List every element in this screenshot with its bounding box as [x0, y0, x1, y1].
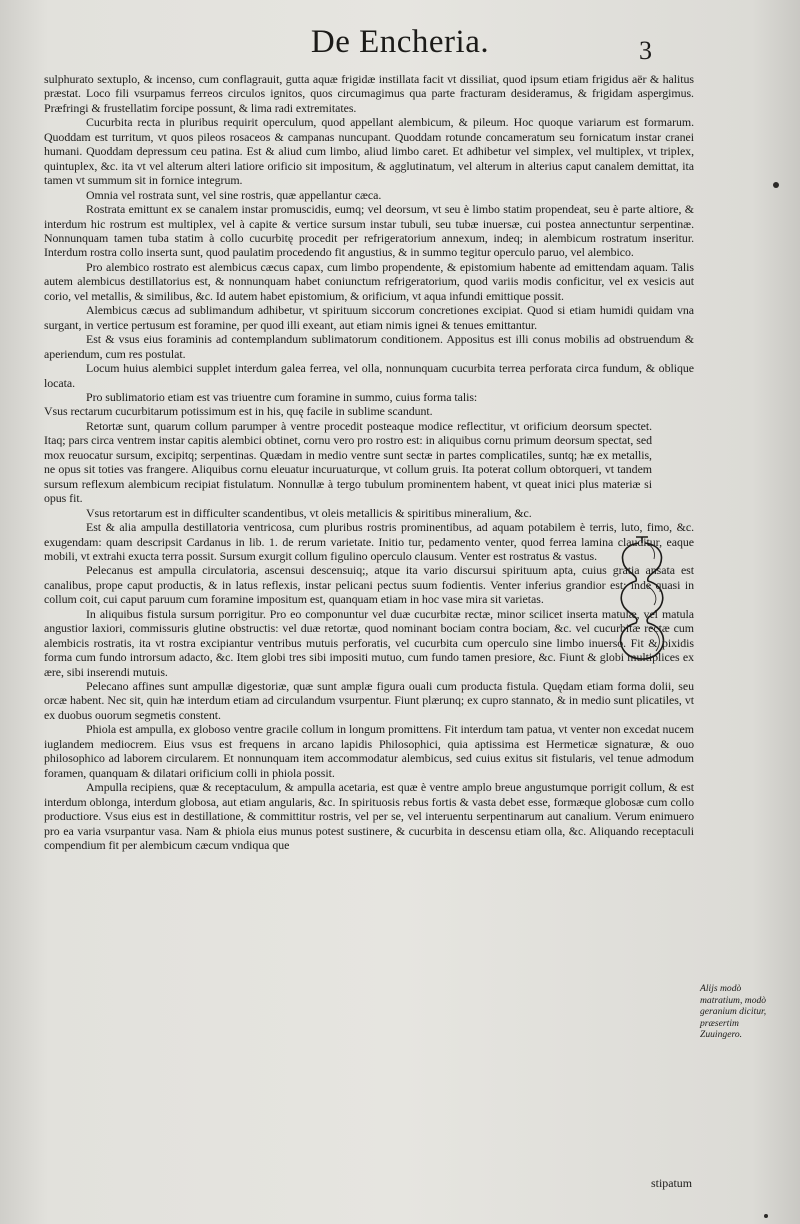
- paragraph: Pelecanus est ampulla circulatoria, ascensui descensuiq;, atque ita vario discursui spirituum apta, cuius gratia ansata est canalibus, prope caput productis, & in latus reflexis, instar pelicani pectus suum fodientis. Venter inferius grandior est: inde quasi in collum coit, cui caput paruum cum foramine impositum est, quanquam etiam in hoc vase mira sit varietas.: [44, 563, 694, 607]
- ink-speck: [773, 182, 779, 188]
- paragraph: sulphurato sextuplo, & incenso, cum conflagrauit, gutta aquæ frigidæ instillata facit vt dissiliat, quod ipsum etiam frigidus aër & halitus præstat. Loco fili vsurpamus ferreos circulos ignitos, quos circumagimus qua parte fracturam desideramus, & frigidam aspergimus. Præfringi & frustellatim forcipe possunt, & lima radi extremitates.: [44, 72, 694, 115]
- paragraph: Pro sublimatorio etiam est vas triuentre cum foramine in summo, cuius forma talis:: [86, 389, 478, 404]
- running-title: De Encheria.: [310, 24, 490, 60]
- paragraph: Est & alia ampulla destillatoria ventricosa, cum pluribus rostris prominentibus, ad aquam potabilem è terris, luto, fimo, &c. exugendam: quam descripsit Cardanus in lib. 1. de rerum varietate. Initio tur, pedamento venter, quod ferrea lamina clauditur, eaque mobili, vt extrahi exucta terra possit. Sursum exurgit collum figulino operculo clausum. Venter est rostratus & vastus.: [44, 520, 694, 563]
- paragraph: Pro alembico rostrato est alembicus cæcus capax, cum limbo propendente, & epistomium habente ad emittendam aquam. Talis autem alembicus destillatorius est, & nonnunquam habet coniunctum refrigeratorium, quod variis modis conficitur, vel ex vesicis aut corio, vel metallis, & similibus, &c. Id autem habet epistomium, & orificium, vt aqua infundi emittique possit.: [44, 259, 694, 303]
- margin-note: Alijs modò matratium, modò geranium dicitur, præsertim Zuuingero.: [700, 983, 767, 1041]
- paragraph: In aliquibus fistula sursum porrigitur. Pro eo componuntur vel duæ cucurbitæ rectæ, minor scilicet inserta matulæ, vel matula angustior laxiori, commissuris glutine obstructis: vel duæ retortæ, quod nominant bociam contra bociam, &c. vel cucurbitæ rectæ cum alembicis rostratis, ita vt rostra excipiantur ventribus mutuis perforatis, vel cucurbita cum operculo sine limbo inuerso. Fit & pixidis forma cum fundo introrsum adacto, &c. Item globi tres sibi impositi mutuo, cum fundo tamen presiore, &c. Fiunt & globi multiplices ex ære, sibi inserendi mutuis.: [44, 606, 694, 679]
- page-header: [0, 22, 800, 72]
- triventer-vessel-illustration: [612, 533, 672, 663]
- paragraph: Rostrata emittunt ex se canalem instar promuscidis, eumq; vel deorsum, vt seu è limbo statim propendeat, seu è parte altiore, & interdum hic rostrum est multiplex, vel à capite & vertice sursum instar tubuli, seu tubæ inuersæ, cui postea annectuntur serpentinæ. Nonnunquam tamen tuba statim à collo cucurbitę procedit per refrigeratorium annexum, indeq; in alembicum rostratum inseritur. Interdum rostra collo inserta sunt, quod paulatim procedendo fit angustius, & in summo tegitur operculo paruo, vel alembico.: [44, 202, 694, 260]
- page-number: 3: [639, 36, 652, 65]
- paragraph: Phiola est ampulla, ex globoso ventre gracile collum in longum promittens. Fit interdum tam patua, vt venter non excedat nucem iuglandem mediocrem. Eius vsus est frequens in arcano lapidis Philosophici, quia aptissima est Hermeticæ signaturæ, & ouo philosophico ad laborem circularem. Et nonnunquam item accommodatur alembicus, sed cuius exitus sit fistularis, vel tenue admodum foramen, quanquam & dilatari orificium colli in phiola possit.: [44, 722, 694, 780]
- paragraph: Est & vsus eius foraminis ad contemplandum sublimatorum conditionem. Appositus est illi conus mobilis ad obstruendum & aperiendum, cum res postulat.: [44, 332, 694, 361]
- paragraph: Vsus retortarum est in difficulter scandentibus, vt oleis metallicis & spiritibus mineralium, &c.: [86, 505, 532, 520]
- ink-speck: [764, 1214, 768, 1218]
- paragraph: Alembicus cæcus ad sublimandum adhibetur, vt spirituum siccorum concretiones excipiat. Quod si etiam humidi quidam vna surgant, in vertice pertusum est foramine, per quod illi exeant, aut etiam nimis ignei & tenues emittantur.: [44, 303, 694, 332]
- paragraph: Omnia vel rostrata sunt, vel sine rostris, quæ appellantur cæca.: [86, 187, 382, 202]
- catchword: stipatum: [651, 1176, 692, 1190]
- paragraph: Pelecano affines sunt ampullæ digestoriæ, quæ sunt amplæ figura ouali cum producta fistula. Quędam etiam forma dolii, seu orcæ habent. Nec sit, quin hæ interdum etiam ad circulandum vsurpentur. Fiunt plærunq; ex cupro stannato, & in medio sunt plicatiles, vt ex duobus ouorum segmetis constent.: [44, 679, 694, 722]
- paragraph: Retortæ sunt, quarum collum parumper à ventre procedit posteaque modice reflectitur, vt orificium deorsum spectet. Itaq; pars circa ventrem instar capitis alembici obtinet, cornu vero pro rostro est: in aliquibus cornu primum deorsum spectat, sed mox reuocatur sursum, excipitq; serpentinas. Quædam in medio ventre sunt sectæ in partes complicatiles, suntq; hæ ex metallis, ne opus sit toties vas frangere. Aliquibus cornu eleuatur incuruaturque, vt collum gruis. Ita poterat collum obtorqueri, vt tandem sursum reflexum alembicum recipiat fistulatum. Nonnullæ à tergo tubulum prominentem habent, vt queat inici plus materiæ si opus fit.: [44, 418, 652, 506]
- paragraph: Cucurbita recta in pluribus requirit operculum, quod appellant alembicum, & pileum. Hoc quoque variarum est formarum. Quoddam est turritum, vt quos pileos rosaceos & campanas nuncupant. Quoddam rotunde concameratum seu fornicatum instar cranei humani. Quoddam depressum ceu patina. Est & aliud cum limbo, aliud limbo caret. Et adhibetur vel simplex, vel multiplex, vt triplex, quintuplex, &c. ita vt vel alterum alteri latiore orificio sit impositum, & agglutinatum, vel alterum in alterius caput canalem demittat, ita tamen vt summum sit in fornice integrum.: [44, 115, 694, 188]
- body-text: [44, 72, 694, 852]
- paragraph: Vsus rectarum cucurbitarum potissimum est in his, quę facile in sublime scandunt.: [44, 404, 433, 419]
- paragraph: Ampulla recipiens, quæ & receptaculum, & ampulla acetaria, est quæ è ventre amplo breue angustumque porrigit collum, & est interdum oblonga, interdum globosa, aut etiam angularis, &c. In spirituosis rebus fortis & vasta debet esse, formæque globosæ cum collo productiore. Vsus eius est in destillatione, & committitur rostris, vel per se, vel interuentu serpentinarum aut canalium. Verum enimuero pro ea varia vsurpantur vasa. Nam & phiola eius munus potest sustinere, & cucurbita in descensu etiam olla, &c. Aliquando receptaculi compendium fit per alembicum cæcum vndiqua que: [44, 780, 694, 853]
- paragraph: Locum huius alembici supplet interdum galea ferrea, vel olla, nonnunquam cucurbita terrea perforata circa fundum, & oblique locata.: [44, 361, 694, 390]
